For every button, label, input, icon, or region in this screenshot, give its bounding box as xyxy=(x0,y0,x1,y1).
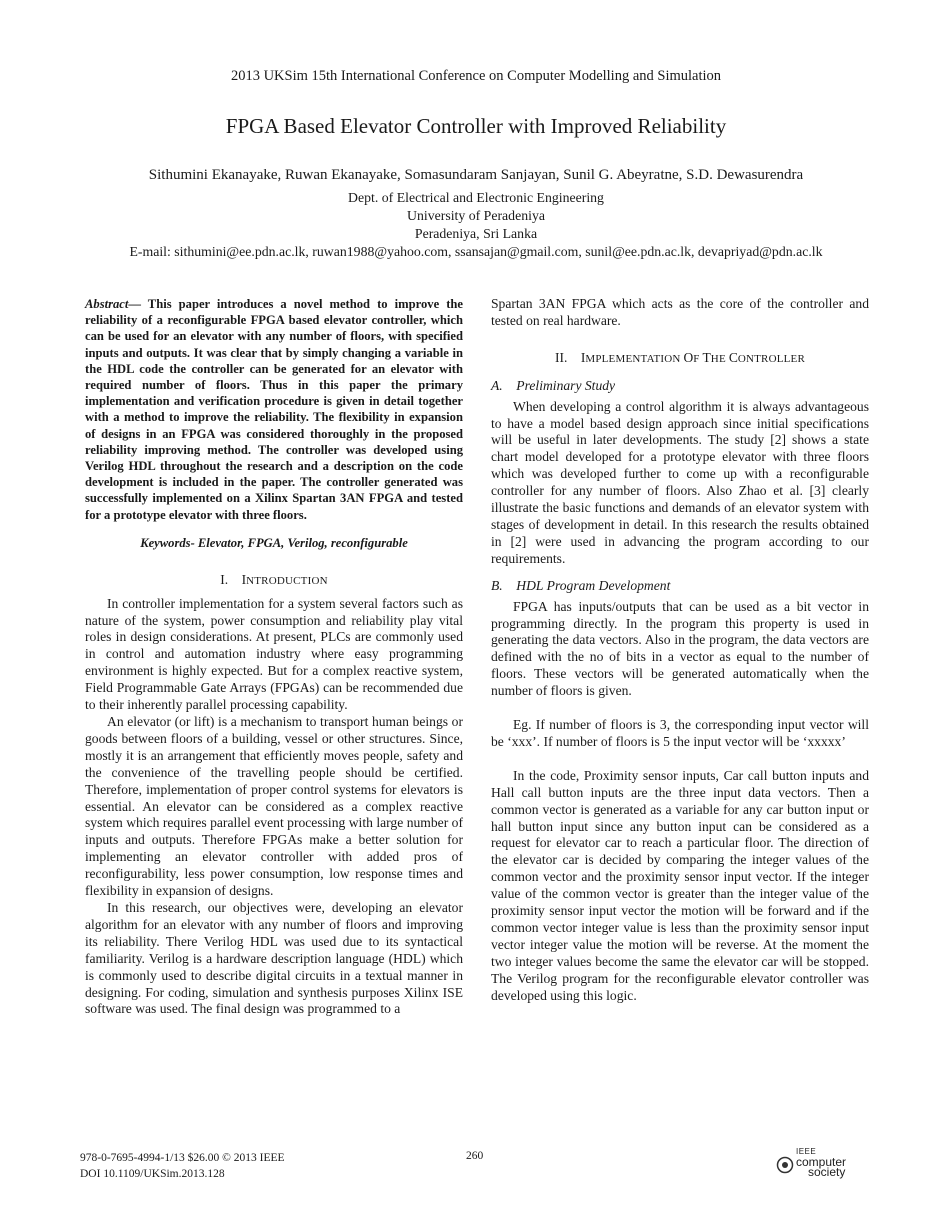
preliminary-study-paragraph: When developing a control algorithm it is always advantageous to have a model based design approach since initial specifications will be useful in later developments. The study [2] shows a state chart model developed for a prototype elevator with three floors which was developed further to come up with a reconfigurable controller for any number of floors. Also Zhao et al. [3] clearly illustrate the basic functions and demands of an elevator system with stages of development in detail. In this research the results obtained in [2] were used in advancing the program according to our requirements. xyxy=(491,398,869,566)
intro-paragraph: An elevator (or lift) is a mechanism to transport human beings or goods between floors of a building, vessel or other structures. Since, mostly it is an arrangement that efficiently moves people, safety and the convenience of the travelling people should be certified. Therefore, implementation of proper control systems for elevators is essential. An elevator can be considered as a complex reactive system which requires parallel event processing with large number of inputs and outputs. Therefore FPGAs make a better solution for implementing an elevator controller with added pros of reconfigurability, less power consumption, low response times and flexibility in expansion of designs. xyxy=(85,714,463,899)
right-column xyxy=(491,296,869,1005)
logo-wordmark: IEEE computer society xyxy=(796,1147,847,1179)
footer-isbn: 978-0-7695-4994-1/13 $26.00 © 2013 IEEE xyxy=(80,1152,285,1164)
continuation-paragraph: Spartan 3AN FPGA which acts as the core of the controller and tested on real hardware. xyxy=(491,296,869,328)
section-heading-implementation: II. IMPLEMENTATION OF THE CONTROLLER xyxy=(554,349,806,365)
conference-header: 2013 UKSim 15th International Conference on Computer Modelling and Simulation xyxy=(230,68,722,84)
left-column xyxy=(85,296,463,1018)
intro-paragraph: In controller implementation for a system several factors such as nature of the system, power consumption and reliability play vital roles in design considerations. At present, PLCs are commonly used in control and automation industry where easy programming environment is highly expected. But for a complex reactive system, Field Programmable Gate Arrays (FPGAs) can be recommended due to their inherently parallel processing capability. xyxy=(85,595,463,713)
affiliation-dept: Dept. of Electrical and Electronic Engineering xyxy=(348,190,604,205)
page-number: 260 xyxy=(466,1150,484,1162)
hdl-paragraph: In the code, Proximity sensor inputs, Car call button inputs and Hall call button inputs are the three input data vectors. Then a common vector is generated as a variable for any car button input or hall button input since any button input can be considered as a request for elevator car to reach a particular floor. The direction of the elevator car is decided by comparing the integer values of the common vector and the proximity sensor input vector. If the integer value of the common vector is greater than the integer value of the proximity sensor input vector the motion will be forward and if the common vector integer value is less than the proximity sensor input vector integer value the motion will be reverse. At the moment the two integer values become the same the elevator car will be stopped. The Verilog program for the reconfigurable elevator controller was developed using this logic. xyxy=(491,767,869,1003)
intro-paragraph: In this research, our objectives were, developing an elevator algorithm for an elevator with any number of floors and improving its reliability. There Verilog HDL was used due to its syntactical familiarity. Verilog is a hardware description language (HDL) which is commonly used to describe digital circuits in a textual manner in designing. For coding, simulation and synthesis purposes Xilinx ISE software was used. The final design was programmed to a xyxy=(85,899,463,1017)
affiliation-block xyxy=(0,189,952,261)
ieee-cs-logo-icon xyxy=(776,1156,794,1174)
section-heading-introduction: I. INTRODUCTION xyxy=(220,571,328,587)
hdl-paragraph: FPGA has inputs/outputs that can be used as a bit vector in programming directly. In the program this property is used in generating the data vectors. Also in the program, the data vectors are defined with the no of bits in a vector as equal to the number of floors. These vectors will be generated automatically when the number of floors is given. xyxy=(491,598,869,699)
paper-title: FPGA Based Elevator Controller with Improved Reliability xyxy=(225,114,727,138)
abstract-text: — This paper introduces a novel method to improve the reliability of a reconfigurable FPGA based elevator controller, which can be used for an elevator with any number of floors, with specified inputs and outputs. It was clear that by simply changing a variable in the HDL code the controller can be generated for an elevator with required number of floors. Thus in this paper the primary implementation and verification procedure is given in detail together with a method to improve the reliability. The flexibility in expansion of designs in an FPGA was considered thoroughly in the proposed reliability improving method. The controller was developed using Verilog HDL throughout the research and a description on the code development is included in the paper. The controller generated was successfully implemented on a Xilinx Spartan 3AN FPGA and tested for a prototype elevator with three floors. xyxy=(85,297,463,522)
affiliation-location: Peradeniya, Sri Lanka xyxy=(414,226,538,241)
keywords: Keywords- Elevator, FPGA, Verilog, reconfigurable xyxy=(140,535,408,550)
affiliation-emails: E-mail: sithumini@ee.pdn.ac.lk, ruwan1988@yahoo.com, ssansajan@gmail.com, sunil@ee.pdn.ac.lk, devapriyad@pdn.ac.lk xyxy=(129,244,823,259)
hdl-example-paragraph: Eg. If number of floors is 3, the corresponding input vector will be ‘xxx’. If number of floors is 5 the input vector will be ‘xxxxx’ xyxy=(491,717,869,749)
abstract-label: Abstract xyxy=(85,297,129,311)
subsection-heading-hdl-program: B. HDL Program Development xyxy=(491,577,671,593)
abstract xyxy=(85,296,463,523)
affiliation-university: University of Peradeniya xyxy=(407,208,545,223)
footer-copyright xyxy=(80,1150,285,1182)
author-list: Sithumini Ekanayake, Ruwan Ekanayake, Somasundaram Sanjayan, Sunil G. Abeyratne, S.D. Dewasurendra xyxy=(148,167,804,183)
ieee-computer-society-logo xyxy=(776,1147,866,1179)
subsection-heading-preliminary-study: A. Preliminary Study xyxy=(491,377,616,393)
footer-doi: DOI 10.1109/UKSim.2013.128 xyxy=(80,1168,225,1180)
